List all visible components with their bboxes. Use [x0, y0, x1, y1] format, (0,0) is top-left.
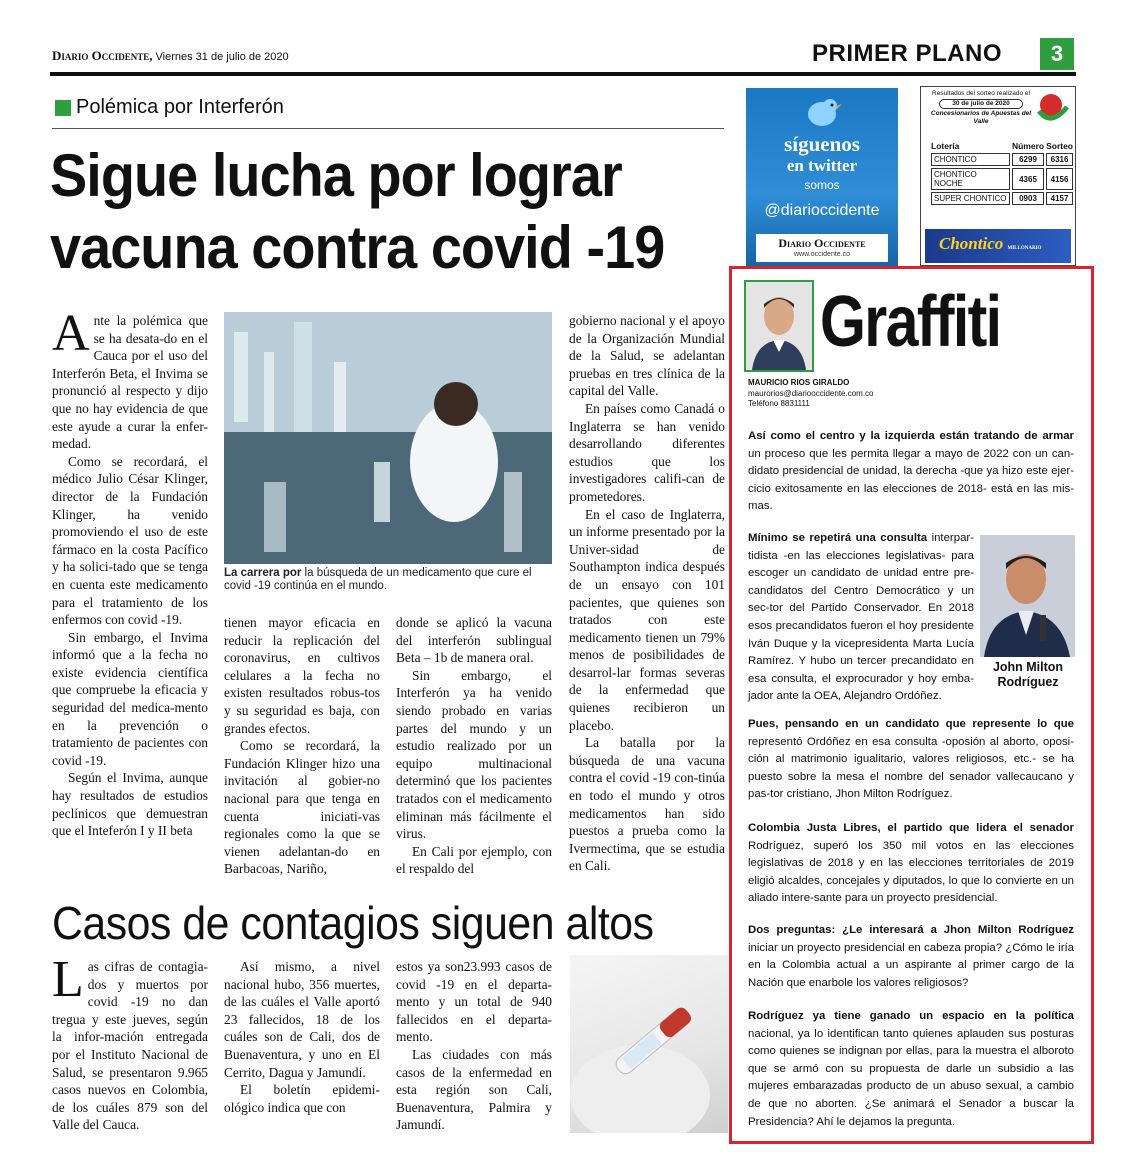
chontico-banner [925, 229, 1071, 263]
article-column-2 [224, 614, 380, 878]
issue-date: Viernes 31 de julio de 2020 [155, 51, 289, 63]
column-header: Sorteo [1046, 141, 1073, 151]
kicker-rule [52, 128, 724, 129]
paragraph-lead: Pues, pensando en un candidato que represente lo que [748, 718, 1074, 730]
paragraph-lead: Colombia Justa Libres, el partido que lidera el senador [748, 822, 1074, 834]
lottery-number: 6299 [1012, 153, 1044, 166]
drop-cap: A [52, 305, 90, 362]
paragraph: Las ciudades con más casos de la enfermedad en esta región son Cali, Buenaventura, Palmira y Jamundí. [396, 1046, 552, 1133]
paragraph: as cifras de contagia-dos y muertos por covid -19 no dan tregua y este jueves, según la infor-mación entregada por el Instituto Nacional de Salud, se presentaron 9.965 casos nuevos en Colombia, de los cuáles 879 son del Valle del Cauca. [52, 959, 208, 1133]
lottery-date: 30 de julio de 2020 [939, 99, 1023, 109]
paragraph: Según el Invima, aunque hay resultados de estudios peclínicos que demuestran que el Inteferón I y II beta [52, 770, 208, 839]
twitter-ad[interactable] [746, 88, 898, 266]
table-row [931, 168, 1073, 190]
paragraph: Como se recordará, el médico Julio César Klinger, director de la Fundación Klinger, ha venido promoviendo el uso de este fármaco en la costa Pacífico y ha solici-tado que se tenga en cuenta este medicamento para el tratamiento de los enfermos con covid -19. [52, 453, 208, 628]
graffiti-paragraph-2 [748, 530, 974, 706]
graffiti-paragraph-6 [748, 1008, 1074, 1131]
paragraph-lead: Mínimo se repetirá una consulta [748, 532, 928, 544]
twitter-handle: @diarioccidente [764, 202, 880, 219]
table-row [931, 153, 1073, 166]
paragraph-text: Rodríguez, superó los 350 mil votos en las elecciones legislativas de 2018 y en las elecciones territoriales de 2019 eligió alcaldes, concejales y diputados, lo que lo convierte en un aliado intere-sante para un proyecto presidencial. [748, 839, 1074, 905]
lottery-name: SUPER CHONTICO [931, 192, 1010, 205]
article-column-3 [396, 614, 552, 878]
paragraph-text: iniciar un proyecto presidencial en cabeza propia? ¿Cómo le iría en la Colombia actual a un aspirante al primer cargo de la Nación que enarbole los valores religiosos? [748, 941, 1074, 989]
graffiti-paragraph-3 [748, 716, 1074, 804]
vaccine-vial-photo [570, 955, 728, 1133]
column-header: Lotería [931, 141, 960, 151]
paragraph: tienen mayor eficacia en reducir la replicación del coronavirus, en cultivos celulares a la fecha no existen resultados robus-tos y su seguridad es baja, con grandes efectos. [224, 615, 380, 736]
lottery-draw: 6316 [1046, 153, 1073, 166]
paragraph-lead: Así como el centro y la izquierda están tratando de armar [748, 430, 1074, 442]
lab-illustration [224, 312, 552, 564]
graffiti-title: Graffiti [820, 282, 1001, 362]
paragraph: gobierno nacional y el apoyo de la Organización Mundial de la Salud, se adelantan pruebas en tres clínica de la capital del Valle. [569, 313, 725, 399]
lottery-table [929, 139, 1075, 207]
article-column-4 [569, 312, 725, 875]
paragraph: La batalla por la búsqueda de una vacuna contra el covid -19 con-tinúa en todo el mundo y otros medicamentos han sido puestos a prueba como la Ivermectima, que se estudia en Cali. [569, 735, 725, 874]
paragraph-lead: Rodríguez ya tiene ganado un espacio en la política [748, 1010, 1074, 1022]
lab-photo [224, 312, 552, 564]
brand-url: www.occidente.co [793, 251, 851, 258]
paragraph: estos ya son23.993 casos de covid -19 en el departa-mento y un total de 940 fallecidos en el departa-mento. [396, 959, 552, 1045]
paragraph: Sin embargo, el Invima informó que a la fecha no existe evidencia científica que compruebe la eficacia y seguridad del medica-mento en la prevención o tratamiento de pacientes con covid -19. [52, 629, 208, 768]
article-headline-2: Casos de contagios siguen altos [52, 897, 654, 949]
drop-cap: L [52, 951, 84, 1008]
masthead [52, 48, 289, 64]
graffiti-paragraph-4 [748, 820, 1074, 908]
article-headline: Sigue lucha por lograr vacuna contra covid -19 [50, 142, 665, 281]
senator-illustration [980, 535, 1075, 657]
article2-column-1 [52, 951, 208, 1134]
paragraph: nte la polémica que se ha desata-do en el Cauca por el uso del Interferón Beta, el Invima se pronunció al respecto y dijo que no hay evidencia de que este ayude a curar la enfer-medad. [52, 313, 208, 452]
paragraph: Sin embargo, el Interferón ya ha venido siendo probado en varias partes del mundo y un estudio realizado por un equipo multinacional determinó que los pacientes tratados con el medicamento eliminan más fácilmente el virus. [396, 667, 552, 842]
columnist-portrait [744, 280, 814, 372]
newspaper-name: Diario Occidente, [52, 48, 153, 63]
lottery-name: CHONTICO NOCHE [931, 168, 1010, 190]
paragraph: El boletín epidemi-ológico indica que con [224, 1082, 380, 1115]
twitter-ad-line-3: somos [804, 178, 840, 192]
paragraph-text: representó Ordóñez en esa consulta -oposión al aborto, oposi-ción al matrimonio igualitario, valores religiosos, etc.- se ha puesto sobre la mesa el nombre del senador vallecaucano y pas-tor cristiano, Jhon Milton Rodríguez. [748, 735, 1074, 801]
caption-lead: La carrera por [224, 567, 302, 579]
kicker-square-icon [55, 100, 71, 116]
lottery-draw: 4156 [1046, 168, 1073, 190]
twitter-ad-line-2: en twitter [786, 156, 858, 175]
columnist-avatar [746, 282, 812, 370]
article-column-1 [52, 305, 208, 840]
lottery-header [925, 90, 1037, 126]
paragraph-text: interpar-tidista -en las elecciones legislativas- para escoger un candidato de unidad entre pre-candidatos del Centro Democrático y un sec-tor del Partido Conservador. En 2018 esos precandidatos fueron el hoy presidente Iván Duque y la vicepresidenta Marta Lucía Ramírez. Y hubo un tercer precandidato en esa consulta, el exprocurador y hoy emba-jador ante la OEA, Alejandro Ordóñez. [748, 532, 974, 703]
page-number: 3 [1040, 38, 1074, 70]
columnist-email: maurorios@diariooccidente.com.co [748, 389, 874, 398]
paragraph: En el caso de Inglaterra, un informe presentado por la Univer-sidad de Southampton indica después de un ensayo con 101 pacientes, que quienes son tratados con este medicamento tienen un 79% menos de posibilidades de desarrol-lar formas severas de la enfermedad que quienes recibieron un placebo. [569, 506, 725, 733]
paragraph-text: un proceso que les permita llegar a mayo de 2022 con un can-didato presidencial de unidad, la derecha -que ya hizo este ejer-cicio exitosamente en las elecciones de 2018- está en las mis-mas. [748, 447, 1074, 513]
lottery-name: CHONTICO [931, 153, 1010, 166]
twitter-bird-icon [802, 94, 842, 130]
vaccine-illustration [570, 955, 728, 1133]
photo-caption [224, 567, 554, 593]
twitter-ad-brand [756, 234, 888, 262]
lottery-draw: 4157 [1046, 192, 1073, 205]
paragraph: En Cali por ejemplo, con el respaldo del [396, 843, 552, 877]
paragraph: Así mismo, a nivel nacional hubo, 356 muertes, de las cuáles el Valle aportó 23 fallecidos, 18 de los cuáles son de Cali, dos de Buenaventura, y uno en El Cerrito, Dagua y Jamundí. [224, 959, 380, 1080]
lottery-number: 0903 [1012, 192, 1044, 205]
columnist-phone: Teléfono 8831111 [748, 399, 810, 408]
article2-column-3 [396, 958, 552, 1134]
graffiti-paragraph-1 [748, 428, 1074, 516]
caption-text: la búsqueda de un medicamento que cure el covid -19 continúa en el mundo. [224, 567, 532, 592]
columnist-name: MAURICIO RIOS GIRALDO [748, 378, 850, 387]
paragraph: Como se recordará, la Fundación Klinger hizo una invitación al gobier-no nacional para que tenga en cuenta iniciati-vas regionales como la que se vienen adelantan-do en Barbacoas, Nariño, [224, 738, 380, 877]
paragraph-lead: Dos preguntas: ¿Le interesará a Jhon Milton Rodríguez [748, 924, 1074, 936]
paragraph: donde se aplicó la vacuna del interferón sublingual Beta – 1b de manera oral. [396, 615, 552, 666]
article2-column-2 [224, 958, 380, 1116]
article-kicker: Polémica por Interferón [76, 96, 284, 118]
paragraph-text: nacional, ya lo identifican tanto quienes aplauden sus posturas como quienes se indignan por ellas, para la muestra el alboroto que se armó con su propuesta de darle un subsidio a las mujeres embarazadas producto de un abuso sexual, a cambio de que no aborten. ¿Se animará el Senador a buscar la Presidencia? Ahí le dejamos la pregunta. [748, 1027, 1074, 1128]
table-row [931, 192, 1073, 205]
graffiti-paragraph-5 [748, 922, 1074, 992]
chontico-brand: Chontico [939, 234, 1004, 253]
senator-photo-caption: John Milton Rodríguez [992, 660, 1064, 689]
juegos-logo-icon [1035, 89, 1073, 129]
paragraph: En países como Canadá o Inglaterra se han venido desarrollando diferentes estudios que los investigadores califi-can de prometedores. [569, 400, 725, 504]
lottery-number: 4365 [1012, 168, 1044, 190]
lottery-results-ad [920, 86, 1076, 266]
twitter-ad-line-1: síguenos [784, 132, 860, 156]
chontico-sub: MILLONARIO [1007, 246, 1042, 251]
brand-name: Diario Occidente [778, 236, 866, 250]
header-rule [50, 72, 1076, 76]
lottery-header-line-1: Resultados del sorteo realizado el [932, 90, 1030, 97]
section-label: PRIMER PLANO [812, 40, 1003, 67]
senator-photo [980, 535, 1075, 657]
column-header: Número [1011, 141, 1045, 151]
lottery-header-line-2: Concesionarios de Apuestas del Valle [930, 110, 1032, 125]
lottery-table-header [931, 141, 1073, 151]
